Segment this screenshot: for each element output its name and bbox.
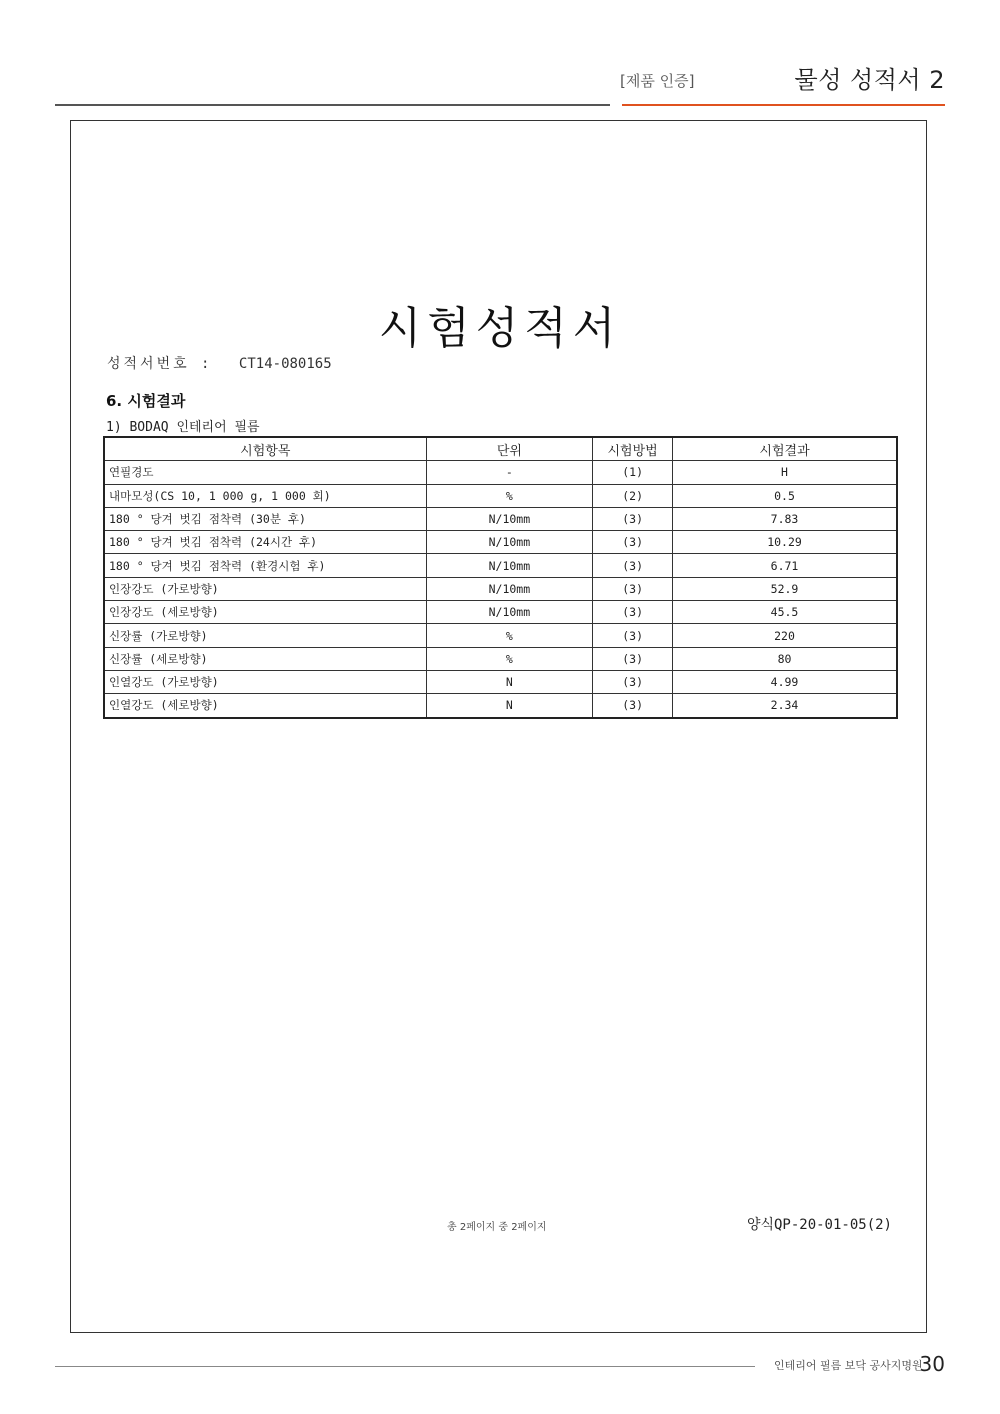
cell-item: 인장강도 (가로방향) [104, 577, 426, 600]
test-results-table [103, 436, 898, 719]
header-accent-divider [622, 104, 945, 106]
column-header-item: 시험항목 [104, 437, 426, 461]
cell-result: H [673, 461, 897, 484]
header-title: 물성 성적서 2 [794, 66, 945, 94]
cell-method: (2) [593, 484, 673, 507]
page-count-note: 총 2페이지 중 2페이지 [447, 1222, 547, 1233]
certificate-number [107, 353, 332, 373]
cell-method: (3) [593, 554, 673, 577]
cell-unit: N/10mm [426, 531, 593, 554]
table-row [104, 647, 897, 670]
cell-result: 45.5 [673, 601, 897, 624]
table-row [104, 554, 897, 577]
table-row [104, 461, 897, 484]
cell-method: (3) [593, 670, 673, 693]
column-header-method: 시험방법 [593, 437, 673, 461]
cell-method: (1) [593, 461, 673, 484]
table-row [104, 694, 897, 718]
table-row [104, 670, 897, 693]
page-number: 30 [919, 1352, 945, 1376]
cell-item: 180 ° 당겨 벗김 점착력 (환경시험 후) [104, 554, 426, 577]
cell-method: (3) [593, 507, 673, 530]
cell-result: 80 [673, 647, 897, 670]
cell-method: (3) [593, 531, 673, 554]
cell-result: 6.71 [673, 554, 897, 577]
header-divider [55, 104, 610, 106]
cell-unit: N/10mm [426, 507, 593, 530]
cell-item: 180 ° 당겨 벗김 점착력 (30분 후) [104, 507, 426, 530]
table-row [104, 531, 897, 554]
cell-item: 연필경도 [104, 461, 426, 484]
cell-method: (3) [593, 647, 673, 670]
cell-item: 인장강도 (세로방향) [104, 601, 426, 624]
column-header-result: 시험결과 [673, 437, 897, 461]
cell-unit: % [426, 647, 593, 670]
cell-method: (3) [593, 601, 673, 624]
cell-result: 4.99 [673, 670, 897, 693]
cell-item: 신장률 (세로방향) [104, 647, 426, 670]
cell-result: 2.34 [673, 694, 897, 718]
cell-method: (3) [593, 577, 673, 600]
footer-text: 인테리어 필름 보닥 공사지명원 [774, 1359, 923, 1372]
certificate-number-value: CT14-080165 [238, 356, 332, 372]
table-row [104, 624, 897, 647]
table-header-row [104, 437, 897, 461]
document-title: 시험성적서 [378, 303, 622, 354]
cell-item: 내마모성(CS 10, 1 000 g, 1 000 회) [104, 484, 426, 507]
table-row [104, 601, 897, 624]
section-heading: 6. 시험결과 [106, 392, 186, 410]
subsection-heading: 1) BODAQ 인테리어 필름 [106, 420, 260, 435]
table-row [104, 577, 897, 600]
form-number: 양식QP-20-01-05(2) [746, 1217, 892, 1233]
cell-unit: N [426, 670, 593, 693]
cell-item: 신장률 (가로방향) [104, 624, 426, 647]
cell-unit: % [426, 624, 593, 647]
cell-unit: - [426, 461, 593, 484]
cell-unit: N/10mm [426, 601, 593, 624]
cell-item: 180 ° 당겨 벗김 점착력 (24시간 후) [104, 531, 426, 554]
cell-unit: N/10mm [426, 554, 593, 577]
cell-method: (3) [593, 694, 673, 718]
table-row [104, 484, 897, 507]
cell-result: 220 [673, 624, 897, 647]
table-row [104, 507, 897, 530]
certificate-number-label: 성적서번호 : [107, 356, 213, 372]
cell-item: 인열강도 (세로방향) [104, 694, 426, 718]
column-header-unit: 단위 [426, 437, 593, 461]
cell-result: 10.29 [673, 531, 897, 554]
cell-result: 7.83 [673, 507, 897, 530]
cell-item: 인열강도 (가로방향) [104, 670, 426, 693]
cell-result: 0.5 [673, 484, 897, 507]
cell-unit: N/10mm [426, 577, 593, 600]
cell-result: 52.9 [673, 577, 897, 600]
header-category: [제품 인증] [620, 72, 695, 90]
footer-divider [55, 1366, 755, 1367]
cell-unit: N [426, 694, 593, 718]
cell-unit: % [426, 484, 593, 507]
cell-method: (3) [593, 624, 673, 647]
